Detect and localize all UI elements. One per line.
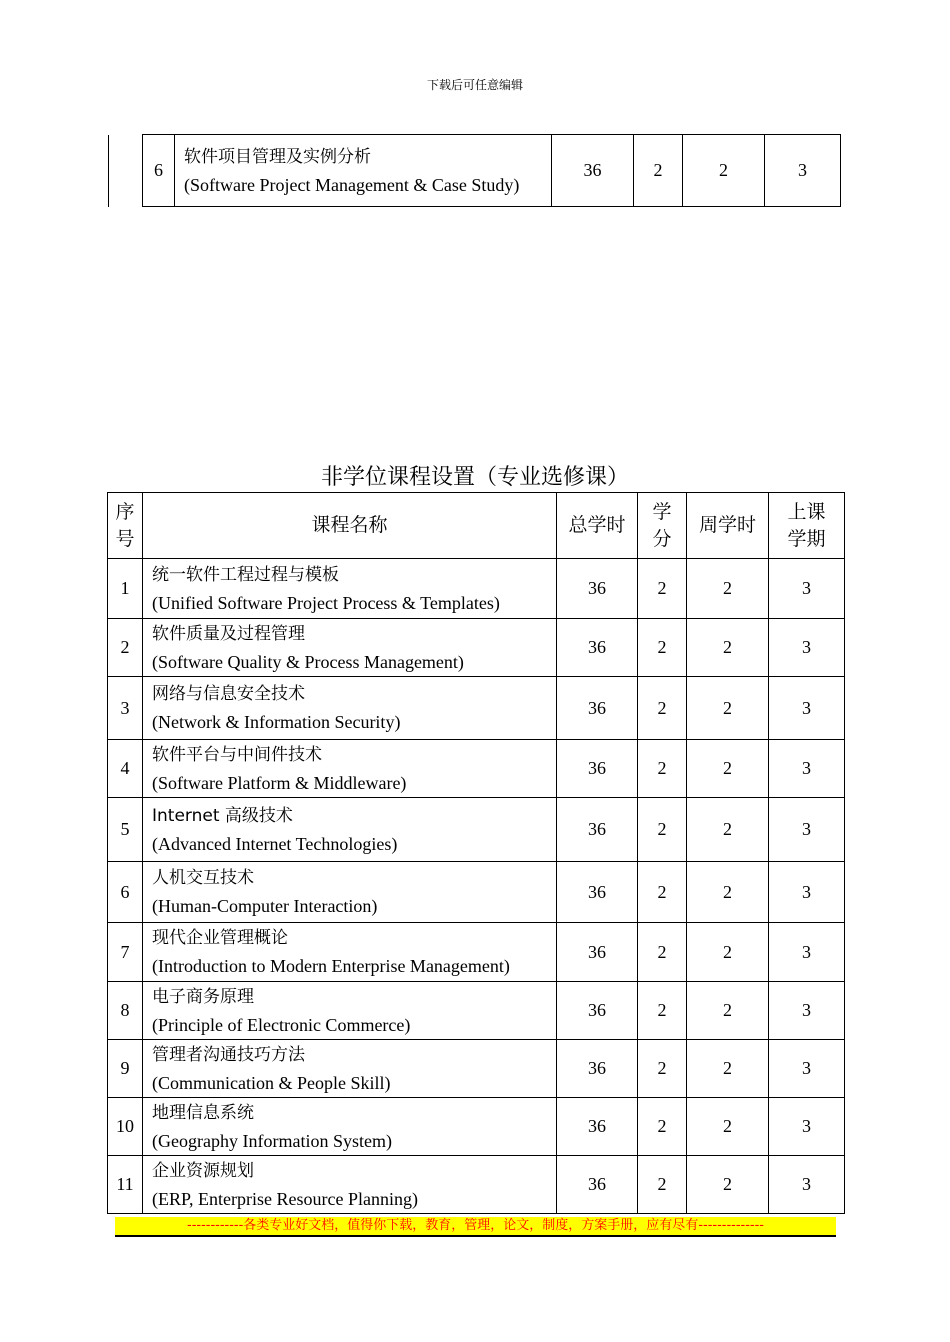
term: 3 — [769, 619, 845, 677]
course-name-cell — [143, 1040, 557, 1098]
credits: 2 — [638, 1098, 687, 1156]
credits: 2 — [638, 798, 687, 862]
course-name-cn: 统一软件工程过程与模板 — [152, 564, 339, 585]
course-name-en: (Software Platform & Middleware) — [152, 772, 407, 793]
course-name-cell — [143, 559, 557, 619]
row-number: 7 — [108, 923, 143, 982]
credits: 2 — [638, 862, 687, 923]
row-number: 8 — [108, 982, 143, 1040]
total-hours: 36 — [557, 1098, 638, 1156]
table-row — [108, 740, 845, 798]
term: 3 — [769, 1040, 845, 1098]
elective-course-table — [107, 492, 845, 1214]
weekly-hours: 2 — [687, 923, 769, 982]
footer-banner: ------------各类专业好文档，值得你下载，教育，管理，论文，制度，方案手册，应有尽有-------------- — [115, 1217, 836, 1237]
total-hours: 36 — [552, 135, 634, 207]
weekly-hours: 2 — [687, 982, 769, 1040]
course-name-cell — [143, 677, 557, 740]
term: 3 — [769, 559, 845, 619]
course-name-cell — [143, 619, 557, 677]
header-line: 序 — [115, 500, 135, 523]
row-number: 2 — [108, 619, 143, 677]
column-header-weekly: 周学时 — [687, 493, 769, 559]
header-line: 号 — [115, 527, 135, 550]
course-name-cell — [143, 798, 557, 862]
weekly-hours: 2 — [687, 559, 769, 619]
course-name-cell — [143, 740, 557, 798]
total-hours: 36 — [557, 1156, 638, 1214]
course-name-cn: 管理者沟通技巧方法 — [152, 1044, 305, 1065]
course-name-cn: 现代企业管理概论 — [152, 928, 288, 948]
term: 3 — [769, 923, 845, 982]
course-name-cell — [143, 862, 557, 923]
table-row — [108, 798, 845, 862]
weekly-hours: 2 — [687, 740, 769, 798]
credits: 2 — [638, 923, 687, 982]
table-row — [109, 135, 841, 207]
column-header-no — [108, 493, 143, 559]
course-name-cell — [175, 135, 552, 207]
credits: 2 — [638, 1040, 687, 1098]
course-name-en: (ERP, Enterprise Resource Planning) — [152, 1188, 418, 1209]
row-number: 6 — [143, 135, 175, 207]
term: 3 — [765, 135, 841, 207]
course-name-cn: 人机交互技术 — [152, 868, 254, 888]
total-hours: 36 — [557, 923, 638, 982]
term: 3 — [769, 862, 845, 923]
total-hours: 36 — [557, 862, 638, 923]
row-number: 10 — [108, 1098, 143, 1156]
term: 3 — [769, 982, 845, 1040]
total-hours: 36 — [557, 677, 638, 740]
term: 3 — [769, 740, 845, 798]
course-name-cn: 软件质量及过程管理 — [152, 623, 305, 644]
weekly-hours: 2 — [687, 619, 769, 677]
course-name-cn: Internet 高级技术 — [152, 805, 293, 826]
weekly-hours: 2 — [687, 1098, 769, 1156]
credits: 2 — [638, 559, 687, 619]
table-row — [108, 1098, 845, 1156]
table-row — [108, 1156, 845, 1214]
course-name-en: (Unified Software Project Process & Templates) — [152, 592, 500, 613]
column-header-credits — [638, 493, 687, 559]
course-name-cell — [143, 923, 557, 982]
course-name-cn: 软件平台与中间件技术 — [152, 744, 322, 765]
table-header-row — [108, 493, 845, 559]
table-row — [108, 1040, 845, 1098]
course-name-en: (Software Project Management & Case Study) — [184, 174, 520, 195]
term: 3 — [769, 677, 845, 740]
course-name-en: (Geography Information System) — [152, 1130, 392, 1151]
course-name-en: (Principle of Electronic Commerce) — [152, 1014, 411, 1035]
course-name-cell — [143, 982, 557, 1040]
course-name-cn: 网络与信息安全技术 — [152, 684, 305, 704]
course-name-en: (Software Quality & Process Management) — [152, 651, 464, 672]
column-header-hours: 总学时 — [557, 493, 638, 559]
course-name-cn: 企业资源规划 — [152, 1160, 254, 1181]
row-number: 6 — [108, 862, 143, 923]
total-hours: 36 — [557, 1040, 638, 1098]
total-hours: 36 — [557, 982, 638, 1040]
weekly-hours: 2 — [687, 1156, 769, 1214]
column-header-term — [769, 493, 845, 559]
credits: 2 — [638, 1156, 687, 1214]
row-number: 11 — [108, 1156, 143, 1214]
table-row — [108, 619, 845, 677]
header-line: 上课 — [787, 500, 826, 523]
credits: 2 — [634, 135, 683, 207]
course-name-cn: 电子商务原理 — [152, 986, 254, 1007]
total-hours: 36 — [557, 798, 638, 862]
weekly-hours: 2 — [687, 798, 769, 862]
course-name-en: (Communication & People Skill) — [152, 1072, 391, 1093]
course-name-en: (Introduction to Modern Enterprise Management) — [152, 956, 510, 976]
course-name-en: (Network & Information Security) — [152, 712, 401, 732]
weekly-hours: 2 — [687, 862, 769, 923]
credits: 2 — [638, 677, 687, 740]
weekly-hours: 2 — [687, 677, 769, 740]
course-name-cn: 地理信息系统 — [152, 1102, 254, 1123]
row-number: 1 — [108, 559, 143, 619]
continued-course-table — [108, 134, 841, 207]
row-number: 5 — [108, 798, 143, 862]
table-body — [108, 559, 845, 1214]
table-row — [108, 923, 845, 982]
course-name-en: (Advanced Internet Technologies) — [152, 833, 398, 854]
header-note: 下载后可任意编辑 — [426, 78, 523, 92]
header-line: 学期 — [787, 527, 826, 550]
table-row — [108, 862, 845, 923]
header-line: 分 — [652, 527, 672, 550]
term: 3 — [769, 1156, 845, 1214]
total-hours: 36 — [557, 619, 638, 677]
section-title: 非学位课程设置（专业选修课） — [320, 465, 629, 490]
empty-cell — [109, 135, 143, 207]
row-number: 9 — [108, 1040, 143, 1098]
table-row — [108, 982, 845, 1040]
credits: 2 — [638, 619, 687, 677]
term: 3 — [769, 798, 845, 862]
total-hours: 36 — [557, 559, 638, 619]
course-name-cn: 软件项目管理及实例分析 — [184, 146, 371, 167]
weekly-hours: 2 — [687, 1040, 769, 1098]
course-name-cell — [143, 1098, 557, 1156]
weekly-hours: 2 — [683, 135, 765, 207]
term: 3 — [769, 1098, 845, 1156]
column-header-name: 课程名称 — [143, 493, 557, 559]
header-line: 学 — [652, 500, 672, 523]
course-name-en: (Human-Computer Interaction) — [152, 896, 378, 916]
row-number: 3 — [108, 677, 143, 740]
credits: 2 — [638, 740, 687, 798]
total-hours: 36 — [557, 740, 638, 798]
table-row — [108, 559, 845, 619]
table-row — [108, 677, 845, 740]
row-number: 4 — [108, 740, 143, 798]
credits: 2 — [638, 982, 687, 1040]
course-name-cell — [143, 1156, 557, 1214]
